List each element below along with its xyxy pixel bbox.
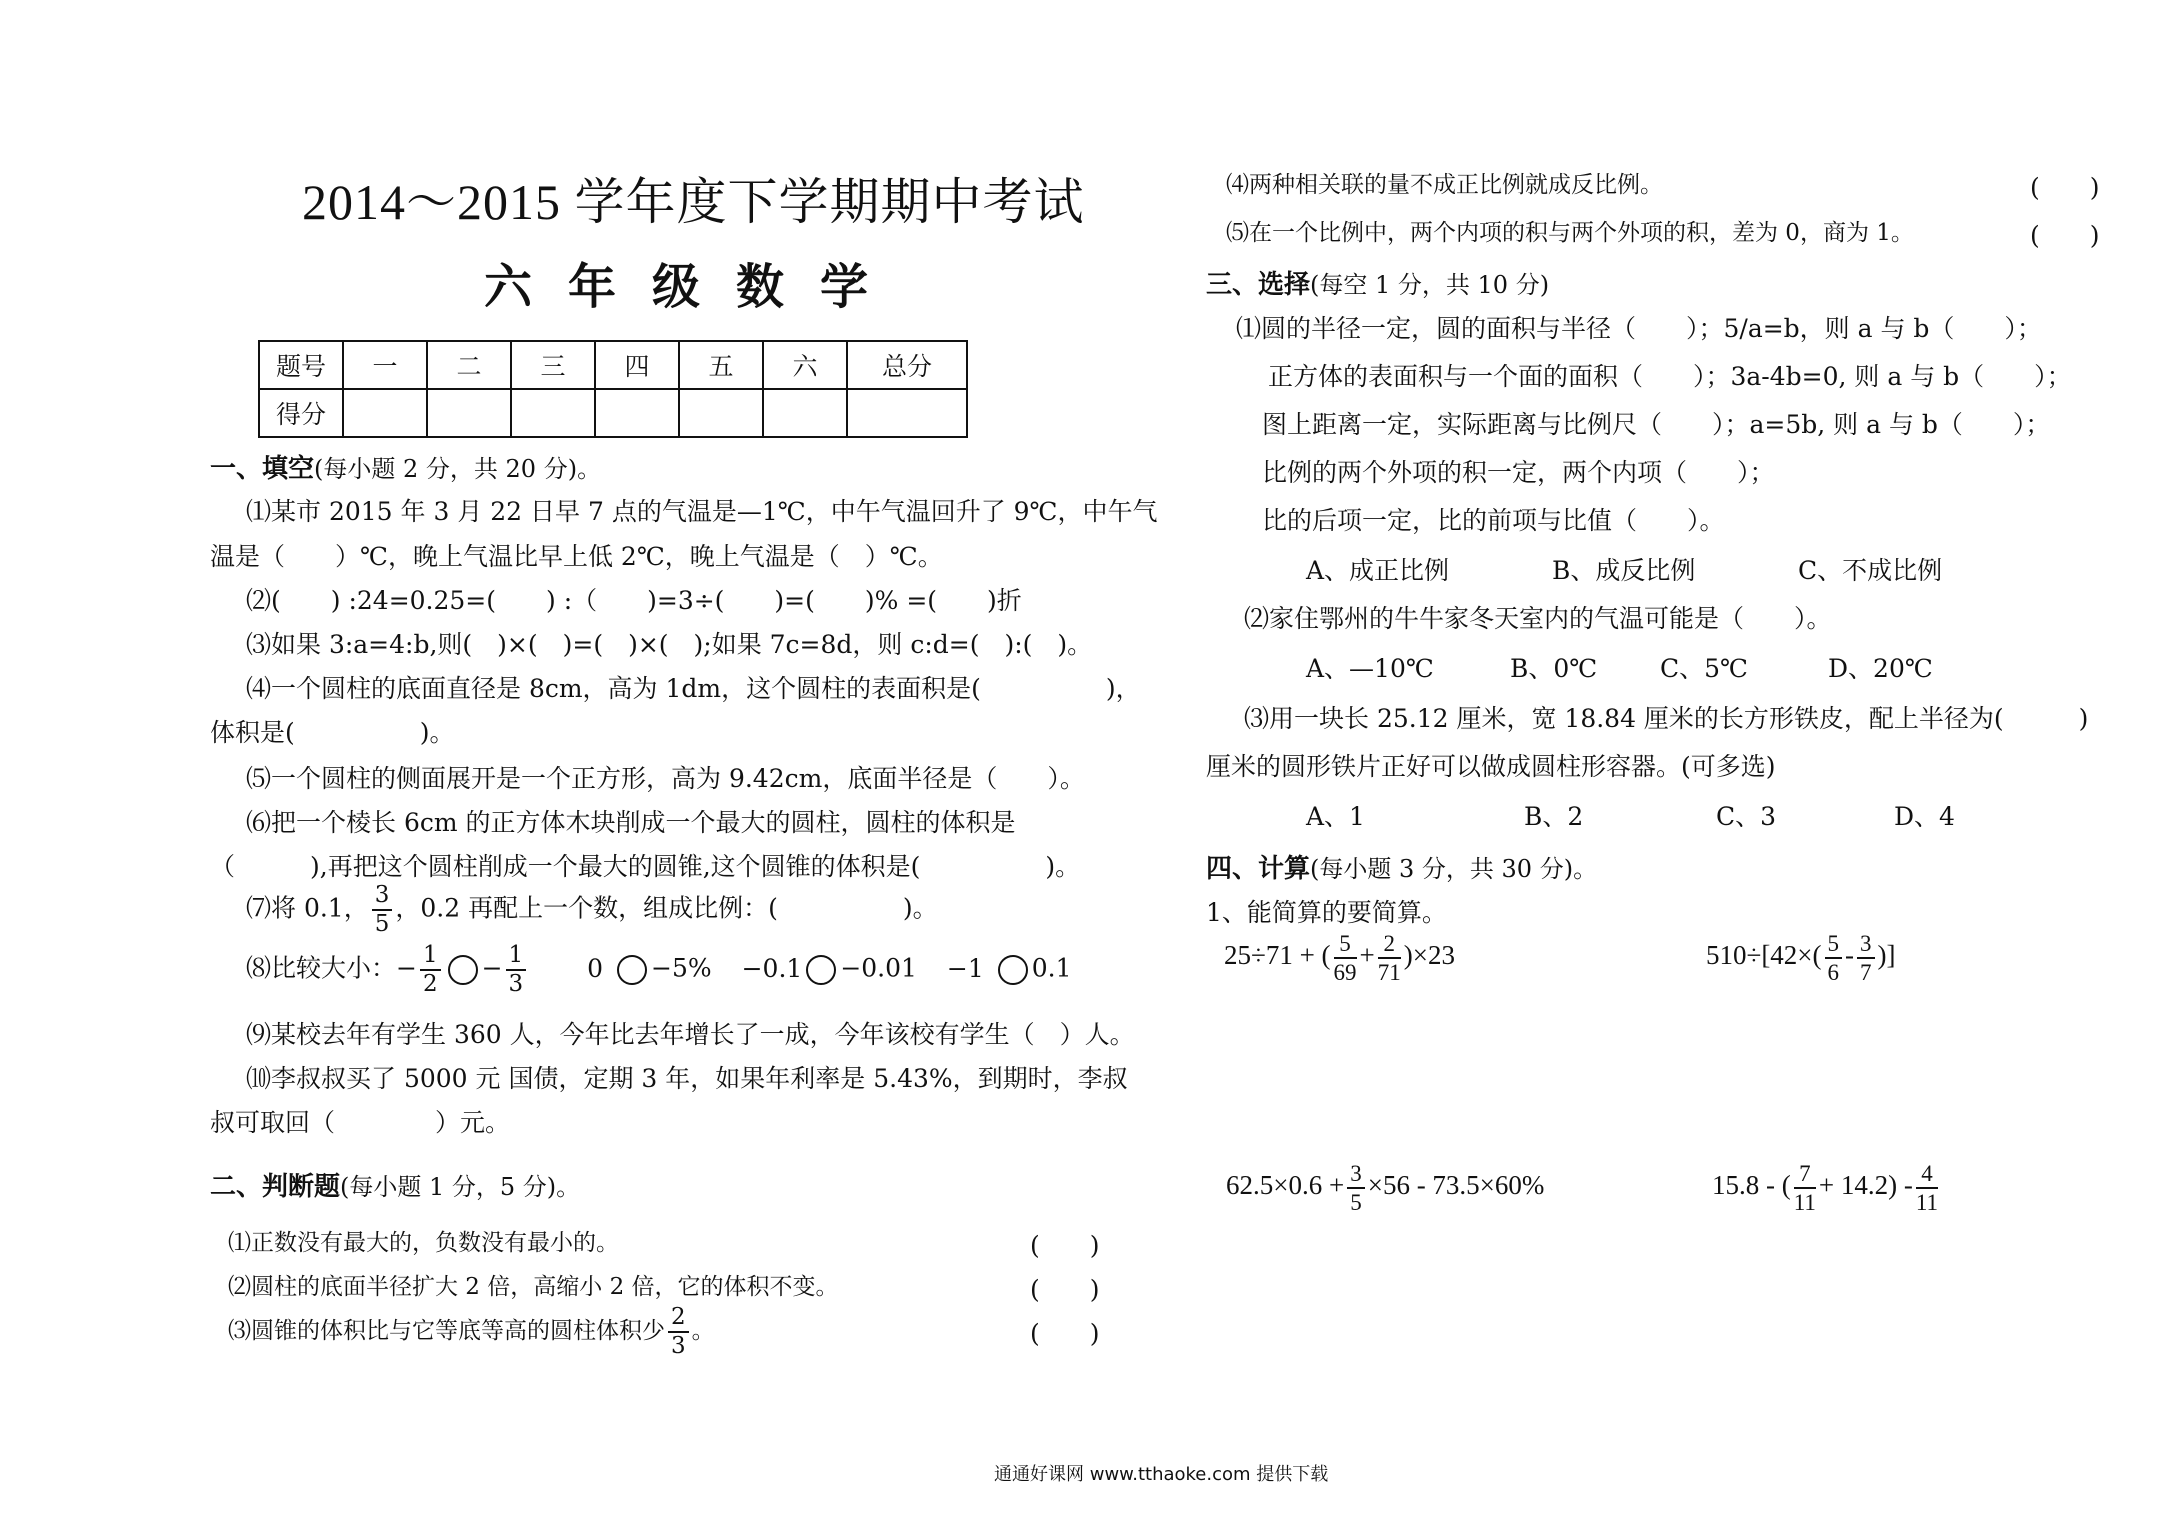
fraction-numerator: 1 [506,944,527,971]
fraction-numerator: 3 [372,884,393,911]
fraction [1334,932,1357,984]
s2-q2: ⑵圆柱的底面半径扩大 2 倍，高缩小 2 倍，它的体积不变。 [228,1274,839,1300]
section-4-title: 四、计算 [1206,854,1311,884]
option-a[interactable]: A、成正比例 [1306,556,1450,585]
s1-q5: ⑸一个圆柱的侧面展开是一个正方形，高为 9.42cm，底面半径是（ ）。 [246,764,1085,793]
s1-q4-line2: 体积是( )。 [210,718,455,747]
expr-text: )] [1877,940,1896,971]
fraction-denominator: 3 [671,1333,686,1359]
s2-q3-text: ⑶圆锥的体积比与它等底等高的圆柱体积少 [228,1318,665,1344]
score-input-cell[interactable] [679,389,763,437]
s2-q3 [228,1306,715,1358]
fraction [420,944,441,996]
score-input-cell[interactable] [763,389,847,437]
fraction-numerator: 3 [1347,1162,1365,1189]
fraction-numerator: 5 [1334,932,1357,959]
minus-sign: − [481,953,503,983]
s3-q3-line1: ⑶用一块长 25.12 厘米，宽 18.84 厘米的长方形铁皮，配上半径为( ) [1244,704,2089,733]
fraction-denominator: 11 [1793,1190,1816,1215]
score-cell: 题号 [259,341,343,389]
calc-expr-3 [1226,1162,1544,1214]
fraction-denominator: 5 [374,911,390,937]
s1-q10-line2: 叔可取回（ ）元。 [210,1108,511,1137]
answer-paren[interactable]: ( ) [1030,1231,1100,1260]
answer-paren[interactable]: ( ) [2030,173,2100,202]
section-3-heading [1206,264,1549,301]
s3-q1-line1: ⑴圆的半径一定，圆的面积与半径（ ）；5/a=b，则 a 与 b（ ）； [1236,314,2042,343]
s4-sub1: 1、能简算的要简算。 [1206,898,1447,927]
fraction [1378,932,1401,984]
fraction [1857,932,1875,984]
expr-text: - [1845,940,1855,971]
s2-q5: ⑸在一个比例中，两个内项的积与两个外项的积，差为 0，商为 1。 [1226,220,1914,246]
s3-q1-line5: 比的后项一定，比的前项与比值（ ）。 [1262,506,1725,535]
section-1-title: 一、填空 [210,454,315,484]
compare-value: 0 [587,953,604,983]
compare-value: −0.1 [741,953,803,983]
expr-text: 25÷71 + ( [1224,940,1331,971]
fraction-denominator: 7 [1860,960,1872,985]
section-2-title: 二、判断题 [210,1172,341,1202]
fraction-denominator: 69 [1333,960,1357,985]
fraction [1825,932,1843,984]
score-cell: 二 [427,341,511,389]
fraction-numerator: 7 [1794,1162,1816,1189]
s1-q4-line1: ⑷一个圆柱的底面直径是 8cm，高为 1dm，这个圆柱的表面积是( )， [246,674,1141,703]
exam-subtitle: 六年级数学 [484,259,905,315]
section-1-heading [210,448,601,485]
calc-expr-4 [1712,1162,1941,1214]
section-3-title: 三、选择 [1206,270,1311,300]
expr-text: ×56 - 73.5×60% [1367,1170,1545,1201]
s1-q7-text-end: ，0.2 再配上一个数，组成比例：( )。 [395,893,938,923]
s1-q1-line1: ⑴某市 2015 年 3 月 22 日早 7 点的气温是—1℃，中午气温回升了 9℃，中午气 [246,497,1158,526]
score-cell: 六 [763,341,847,389]
s1-q8 [246,944,1072,996]
s1-q9: ⑼某校去年有学生 360 人，今年比去年增长了一成，今年该校有学生（ ）人。 [246,1020,1135,1049]
compare-value: −1 [946,953,984,983]
option-b[interactable]: B、2 [1524,802,1584,831]
fraction-denominator: 11 [1915,1190,1939,1215]
s1-q1-line2: 温是（ ）℃，晚上气温比早上低 2℃，晚上气温是（ ）℃。 [210,542,943,571]
calc-expr-1 [1224,932,1455,984]
score-input-cell[interactable] [595,389,679,437]
compare-value: −0.01 [840,953,917,983]
score-table [258,340,968,438]
s1-q6-line1: ⑹把一个棱长 6cm 的正方体木块削成一个最大的圆柱，圆柱的体积是 [246,808,1016,837]
section-2-heading [210,1166,580,1203]
s3-q2: ⑵家住鄂州的牛牛家冬天室内的气温可能是（ ）。 [1244,604,1832,633]
s3-q1-line3: 图上距离一定，实际距离与比例尺（ ）；a=5b, 则 a 与 b（ ）； [1262,410,2051,439]
compare-value: 0.1 [1031,953,1072,983]
answer-paren[interactable]: ( ) [1030,1319,1100,1348]
s2-q1: ⑴正数没有最大的，负数没有最小的。 [228,1230,619,1256]
score-table-score-row [259,389,967,437]
s1-q7-text: ⑺将 0.1， [246,893,369,923]
s3-q1-line2: 正方体的表面积与一个面的面积（ ）；3a-4b=0, 则 a 与 b（ ）； [1268,362,2072,391]
compare-value: −5% [651,953,712,983]
fraction [668,1306,689,1358]
score-input-cell[interactable] [847,389,967,437]
section-4-heading [1206,848,1597,885]
s2-q3-text-end: 。 [691,1318,715,1344]
score-cell: 三 [511,341,595,389]
section-2-note: (每小题 1 分，5 分)。 [340,1173,581,1201]
compare-circle[interactable] [617,955,647,985]
fraction-denominator: 5 [1350,1190,1362,1215]
answer-paren[interactable]: ( ) [2030,221,2100,250]
fraction [506,944,527,996]
fraction-numerator: 3 [1857,932,1875,959]
score-cell: 一 [343,341,427,389]
expr-text: 15.8 - ( [1712,1170,1791,1201]
fraction-denominator: 6 [1827,960,1840,985]
expr-text: + 14.2) - [1818,1170,1913,1201]
expr-text: + [1359,940,1375,971]
fraction [372,884,393,936]
fraction-denominator: 2 [422,971,438,997]
fraction-numerator: 5 [1825,932,1843,959]
fraction [1916,1162,1938,1214]
score-cell: 五 [679,341,763,389]
expr-text: 510÷[42×( [1706,940,1822,971]
fraction-denominator: 3 [508,971,524,997]
score-input-cell[interactable] [427,389,511,437]
option-a[interactable]: A、—10℃ [1306,654,1434,683]
compare-circle[interactable] [806,955,836,985]
footer-credit: 通通好课网 www.tthaoke.com 提供下载 [994,1464,1329,1485]
option-a[interactable]: A、1 [1306,802,1365,831]
fraction [1347,1162,1365,1214]
score-input-cell[interactable] [511,389,595,437]
score-cell: 四 [595,341,679,389]
fraction-denominator: 71 [1377,960,1401,985]
fraction-numerator: 2 [1378,932,1401,959]
calc-expr-2 [1706,932,1896,984]
s1-q7 [246,884,938,936]
s1-q2: ⑵( ) :24=0.25=( ) :（ )=3÷( )=( )% =( )折 [246,586,1022,615]
expr-text: )×23 [1403,940,1455,971]
section-3-note: (每空 1 分，共 10 分) [1310,271,1550,299]
option-d[interactable]: D、4 [1894,802,1955,831]
option-d[interactable]: D、20℃ [1828,654,1933,683]
fraction-numerator: 2 [668,1306,689,1333]
score-cell: 得分 [259,389,343,437]
fraction-numerator: 1 [420,944,441,971]
s1-q3: ⑶如果 3:a=4:b,则( )×( )=( )×( );如果 7c=8d，则 c:d=( ):( )。 [246,630,1093,659]
option-c[interactable]: C、5℃ [1660,654,1749,683]
s1-q6-line2: （ ),再把这个圆柱削成一个最大的圆锥,这个圆锥的体积是( )。 [210,852,1081,881]
section-1-note: (每小题 2 分，共 20 分)。 [314,455,602,483]
compare-circle[interactable] [998,955,1028,985]
score-input-cell[interactable] [343,389,427,437]
expr-text: 62.5×0.6 + [1226,1170,1345,1201]
s3-q1-line4: 比例的两个外项的积一定，两个内项（ ）； [1262,458,1775,487]
score-table-header-row [259,341,967,389]
fraction-numerator: 4 [1916,1162,1938,1189]
s1-q8-label: ⑻比较大小：− [246,953,417,983]
s1-q10-line1: ⑽李叔叔买了 5000 元 国债，定期 3 年，如果年利率是 5.43%，到期时，李叔 [246,1064,1128,1093]
section-4-note: (每小题 3 分，共 30 分)。 [1310,855,1598,883]
s2-q4: ⑷两种相关联的量不成正比例就成反比例。 [1226,172,1663,198]
compare-circle[interactable] [448,955,478,985]
option-c[interactable]: C、3 [1716,802,1777,831]
option-b[interactable]: B、0℃ [1510,654,1598,683]
option-b[interactable]: B、成反比例 [1552,556,1696,585]
exam-title: 2014～2015 学年度下学期期中考试 [302,174,1085,230]
answer-paren[interactable]: ( ) [1030,1275,1100,1304]
score-cell: 总分 [847,341,967,389]
option-c[interactable]: C、不成比例 [1798,556,1943,585]
fraction [1794,1162,1816,1214]
s3-q3-line2: 厘米的圆形铁片正好可以做成圆柱形容器。(可多选) [1206,752,1776,781]
